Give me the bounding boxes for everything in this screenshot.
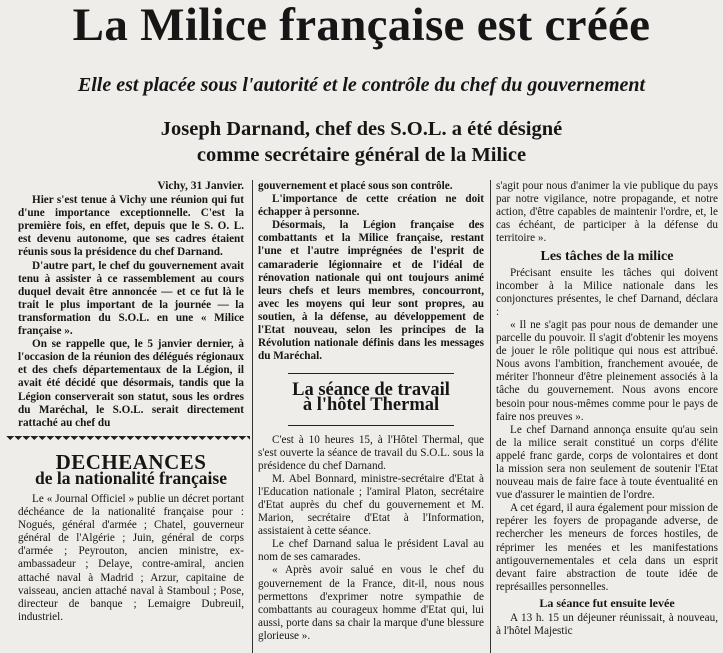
paragraph: A 13 h. 15 un déjeuner réunissait, à nouveau, à l'hôtel Majestic <box>496 612 718 638</box>
headline: La Milice française est créée <box>72 0 651 51</box>
section-rule <box>288 373 454 374</box>
paragraph: Le chef Darnand salua le président Laval au nom de ses camarades. <box>258 538 484 564</box>
column-divider <box>490 180 491 653</box>
paragraph: On se rappelle que, le 5 janvier dernier, à l'occasion de la réunion des délégués régionaux et des chefs départementaux de la Légion, il avait été décidé que désormais, tandis que la Légion conserverait son statut, sous les ordres du Maréchal, le S.O.L. serait directement rattaché au chef du <box>18 338 244 429</box>
column-1 <box>18 180 244 624</box>
secondary-headline <box>0 116 723 168</box>
section-heading-taches: Les tâches de la milice <box>540 249 674 265</box>
column-3 <box>496 180 718 638</box>
paragraph: Désormais, la Légion française des combattants et la Milice française, restant l'une et l'autre imprégnées de l'esprit de camaraderie légionnaire et de l'idéal de rénovation nationale qui ont toujours animé leurs chefs et leurs membres, concourront, avec les moyens qui leur sont propres, au soutien, à la défense, au développement de l'Etat nouveau, selon les principes de la Révolution nationale définis dans les messages du Maréchal. <box>258 219 484 363</box>
subheadline: Elle est placée sous l'autorité et le contrôle du chef du gouvernement <box>77 74 646 96</box>
paragraph: s'agit pour nous d'animer la vie publique du pays par notre vigilance, notre propagande, et notre action, d'être capables de maintenir l'ordre, et, le cas échéant, de participer à la défense du territoire ». <box>496 180 718 245</box>
section-subheading: de la nationalité française <box>35 467 227 488</box>
paragraph: Le « Journal Officiel » publie un décret portant déchéance de la nationalité française pour : Nogués, général d'armée ; Chatel, gouverneur général de l'Algérie ; Juin, général de corps d'armée ; Peyrouton, ancien ministre, ex-ambassadeur ; Delaye, contre-amiral, ancien attaché naval à Madrid ; Arzur, capitaine de vaisseau, ancien attaché naval à Stamboul ; Pose, directeur de banque ; Lemaigre Dubreuil, industriel. <box>18 492 244 623</box>
dateline: Vichy, 31 Janvier. <box>157 180 244 192</box>
paragraph: Hier s'est tenue à Vichy une réunion qui fut d'une importance exceptionnelle. C'est la première fois, en effet, depuis que le S. O. L. est devenu autonome, que ses cadres étaient réunis sous la présidence du chef Darnand. <box>18 194 244 259</box>
section-subheading: La séance fut ensuite levée <box>539 595 675 610</box>
paragraph: Le chef Darnand annonça ensuite qu'au sein de la milice serait constitué un corps d'élite appelé franc garde, corps de volontaires et dont la mission sera non seulement de soutenir l'Etat nouveau mais de faire face à toute éventualité en vue d'assurer le maintien de l'ordre. <box>496 423 718 502</box>
secondary-headline-line-2: comme secrétaire général de la Milice <box>196 144 527 166</box>
section-rule <box>288 425 454 426</box>
paragraph: D'autre part, le chef du gouvernement avait tenu à assister à ce rassemblement au cours duquel devait être annoncée — et ce fut là le trait le plus important de la journée — la transformation du S.O.L. en une « Milice française ». <box>18 259 244 338</box>
paragraph: C'est à 10 heures 15, à l'Hôtel Thermal, que s'est ouverte la séance de travail du S.O.L. sous la présidence du chef Darnand. <box>258 433 484 472</box>
paragraph: « Il ne s'agit pas pour nous de demander une parcelle du pouvoir. Il s'agit d'obtenir les moyens de jouer le rôle politique qui nous est attribué. Nous avons l'ambition, franchement avouée, de mériter l'honneur d'être pleinement associés à la tâche du gouvernement. Nous avons encore besoin pour nous-mêmes comme pour le pays de faire nos preuves ». <box>496 318 718 423</box>
paragraph: L'importance de cette création ne doit échapper à personne. <box>258 193 484 219</box>
paragraph: M. Abel Bonnard, ministre-secrétaire d'Etat à l'Education nationale ; l'amiral Platon, secrétaire d'Etat auprès du chef du gouvernement et M. Marion, secrétaire d'Etat à l'Information, assistaient à cette séance. <box>258 472 484 538</box>
paragraph: gouvernement et placé sous son contrôle. <box>258 180 453 192</box>
paragraph: Précisant ensuite les tâches qui doivent incomber à la Milice nationale dans les conjonctures présentes, le chef Darnand, déclara : <box>496 266 718 318</box>
secondary-headline-line-1: Joseph Darnand, chef des S.O.L. a été désigné <box>160 118 563 140</box>
paragraph: « Après avoir salué en vous le chef du gouvernement de la France, dit-il, nous nous permettons d'exprimer notre sympathie de combattants au courageux homme d'Etat qui, lui aussi, porte dans sa chair la marque d'une blessure glorieuse ». <box>258 564 484 642</box>
section-subheading: à l'hôtel Thermal <box>302 395 440 416</box>
section-heading-seance: La séance de travail <box>292 380 450 401</box>
decorative-divider <box>6 436 250 444</box>
paragraph: A cet égard, il aura également pour mission de repérer les foyers de propagande adverse, de rechercher les meneurs de forces hostiles, de réprimer les menées et les manifestations antigouvernementales et cela dans un esprit devant faire abstraction de toute idée de représailles personnelles. <box>496 502 718 593</box>
section-heading-decheances: DECHEANCES <box>55 449 207 474</box>
column-divider <box>252 180 253 653</box>
column-2 <box>258 180 484 643</box>
